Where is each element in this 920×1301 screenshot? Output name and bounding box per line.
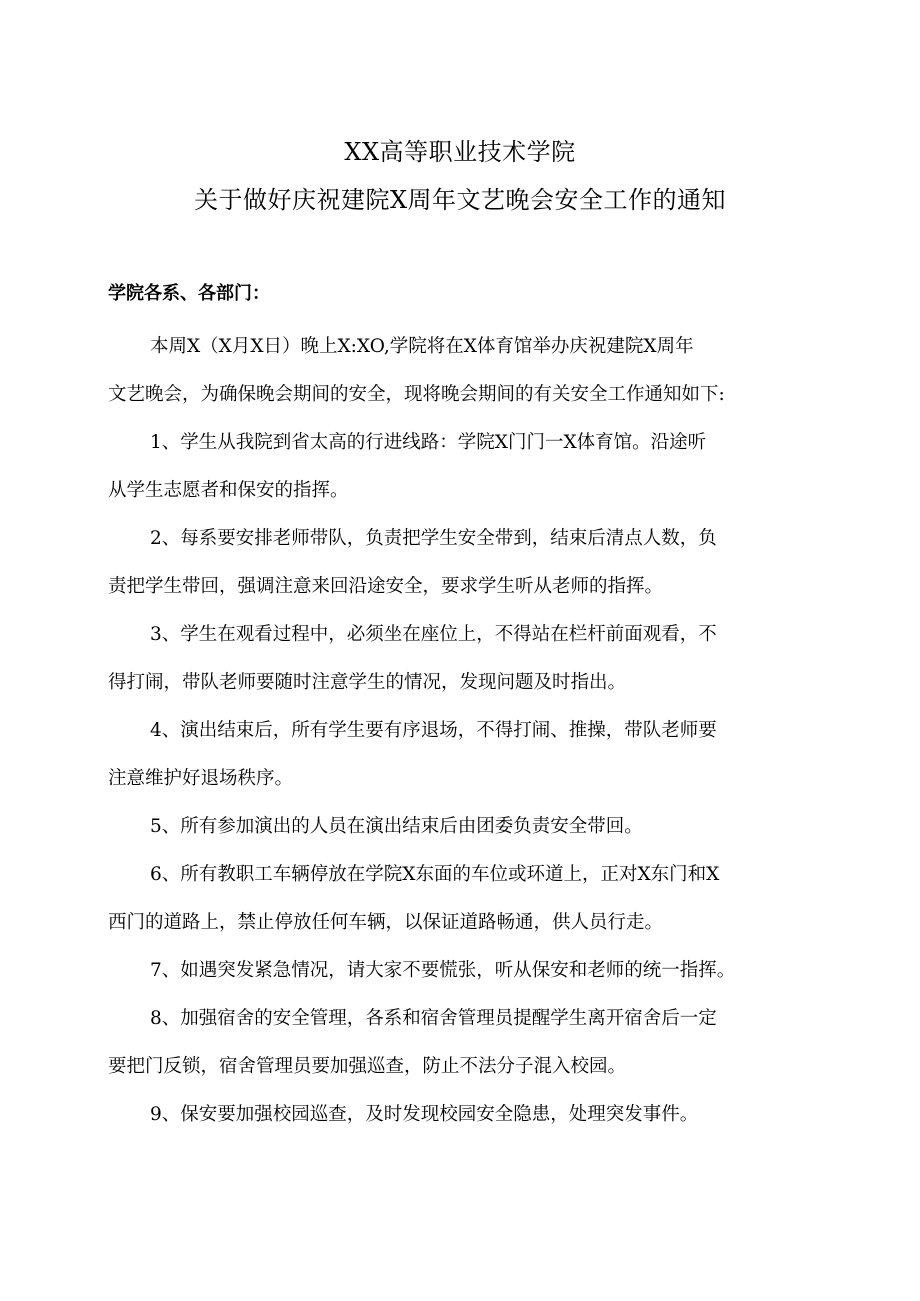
paragraph-item-3 xyxy=(108,611,814,707)
paragraph-line: 1、学生从我院到省太高的行进线路：学院X门门一X体育馆。沿途听 xyxy=(150,432,707,453)
paragraph-line: 5、所有参加演出的人员在演出结束后由团委负责安全带回。 xyxy=(150,816,643,837)
paragraph-line: 文艺晚会，为确保晚会期间的安全，现将晚会期间的有关安全工作通知如下: xyxy=(108,384,725,405)
paragraph-item-5 xyxy=(108,803,814,851)
paragraph-item-6 xyxy=(108,851,814,947)
salutation: 学院各系、各部门： xyxy=(108,283,270,304)
paragraph-item-7 xyxy=(108,947,814,995)
paragraph-line: 西门的道路上，禁止停放任何车辆，以保证道路畅通，供人员行走。 xyxy=(108,912,664,933)
paragraph-line: 从学生志愿者和保安的指挥。 xyxy=(108,480,349,501)
paragraph-line: 责把学生带回，强调注意来回沿途安全，要求学生听从老师的指挥。 xyxy=(108,576,664,597)
paragraph-item-9 xyxy=(108,1091,814,1139)
paragraph-line: 7、如遇突发紧急情况，请大家不要慌张，听从保安和老师的统一指挥。 xyxy=(150,960,736,981)
paragraph-item-2 xyxy=(108,515,814,611)
paragraph-line: 3、学生在观看过程中，必须坐在座位上，不得站在栏杆前面观看，不 xyxy=(150,624,717,645)
document-title-school: XX高等职业技术学院 xyxy=(344,138,576,166)
document-title-notice: 关于做好庆祝建院X周年文艺晚会安全工作的通知 xyxy=(193,186,727,214)
paragraph-line: 要把门反锁，宿舍管理员要加强巡查，防止不法分子混入校园。 xyxy=(108,1056,627,1077)
paragraph-line: 9、保安要加强校园巡查，及时发现校园安全隐患，处理突发事件。 xyxy=(150,1104,699,1125)
paragraph-line: 6、所有教职工车辆停放在学院X东面的车位或环道上，正对X东门和X xyxy=(150,864,720,885)
paragraph-item-4 xyxy=(108,707,814,803)
paragraph-line: 注意维护好退场秩序。 xyxy=(108,768,294,789)
paragraph-line: 8、加强宿舍的安全管理，各系和宿舍管理员提醒学生离开宿舍后一定 xyxy=(150,1008,717,1029)
paragraph-line: 4、演出结束后，所有学生要有序退场，不得打闹、推操，带队老师要 xyxy=(150,720,717,741)
paragraph-item-8 xyxy=(108,995,814,1091)
paragraph-item-1 xyxy=(108,419,814,515)
paragraph-intro xyxy=(108,323,814,419)
notice-body xyxy=(108,323,814,1139)
paragraph-line: 得打闹，带队老师要随时注意学生的情况，发现问题及时指出。 xyxy=(108,672,627,693)
paragraph-line: 2、每系要安排老师带队，负责把学生安全带到，结束后清点人数，负 xyxy=(150,528,717,549)
paragraph-line: 本周X（X月X日）晚上X:XO,学院将在X体育馆举办庆祝建院X周年 xyxy=(150,336,694,357)
